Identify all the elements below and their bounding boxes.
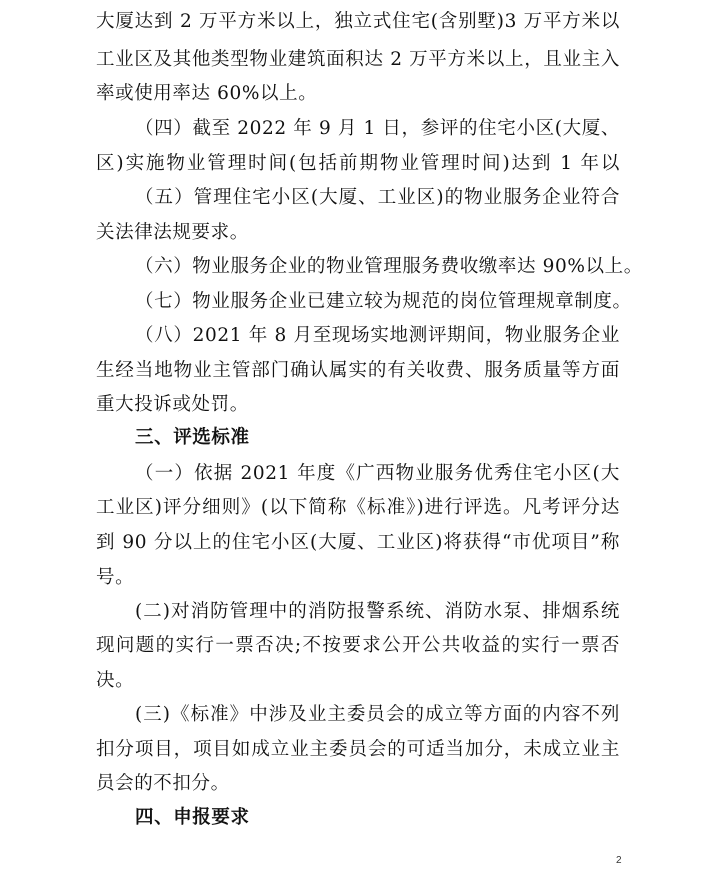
body-line-7: 关法律法规要求。 (96, 222, 249, 243)
body-line-18: 现问题的实行一票否决;不按要求公开公共收益的实行一票否 (96, 635, 620, 656)
body-line-14: 工业区)评分细则》(以下简称《标准》)进行评选。凡考评分达 (96, 497, 620, 518)
body-line-13: （一）依据 2021 年度《广西物业服务优秀住宅小区(大 (135, 463, 620, 484)
page-number: 2 (616, 855, 622, 866)
body-line-12: 重大投诉或处罚。 (96, 394, 249, 415)
section-heading-3: 三、评选标准 (135, 427, 250, 448)
body-line-21: 扣分项目，项目如成立业主委员会的可适当加分，未成立业主 (96, 739, 620, 760)
body-line-11: 生经当地物业主管部门确认属实的有关收费、服务质量等方面 (96, 360, 620, 381)
body-line-19: 决。 (96, 670, 135, 691)
body-line-1: 大厦达到 2 万平方米以上，独立式住宅(含别墅)3 万平方米以 (96, 11, 620, 32)
body-line-2: 工业区及其他类型物业建筑面积达 2 万平方米以上，且业主入 (96, 49, 620, 70)
body-line-22: 员会的不扣分。 (96, 773, 230, 794)
body-line-4: （四）截至 2022 年 9 月 1 日，参评的住宅小区(大厦、 (135, 118, 620, 139)
body-line-6: （五）管理住宅小区(大厦、工业区)的物业服务企业符合 (135, 187, 620, 208)
body-line-10: （八）2021 年 8 月至现场实地测评期间，物业服务企业 (135, 325, 620, 346)
section-heading-4: 四、申报要求 (135, 807, 250, 828)
body-line-5: 区)实施物业管理时间(包括前期物业管理时间)达到 1 年以 (96, 153, 620, 174)
body-line-3: 率或使用率达 60%以上。 (96, 83, 318, 104)
body-line-8: （六）物业服务企业的物业管理服务费收缴率达 90%以上。 (135, 256, 643, 277)
body-line-9: （七）物业服务企业已建立较为规范的岗位管理规章制度。 (135, 291, 632, 312)
body-line-15: 到 90 分以上的住宅小区(大厦、工业区)将获得“市优项目”称 (96, 532, 620, 553)
body-line-17: (二)对消防管理中的消防报警系统、消防水泵、排烟系统 (135, 601, 620, 622)
body-line-20: (三)《标准》中涉及业主委员会的成立等方面的内容不列 (135, 704, 620, 725)
body-line-16: 号。 (96, 567, 135, 588)
